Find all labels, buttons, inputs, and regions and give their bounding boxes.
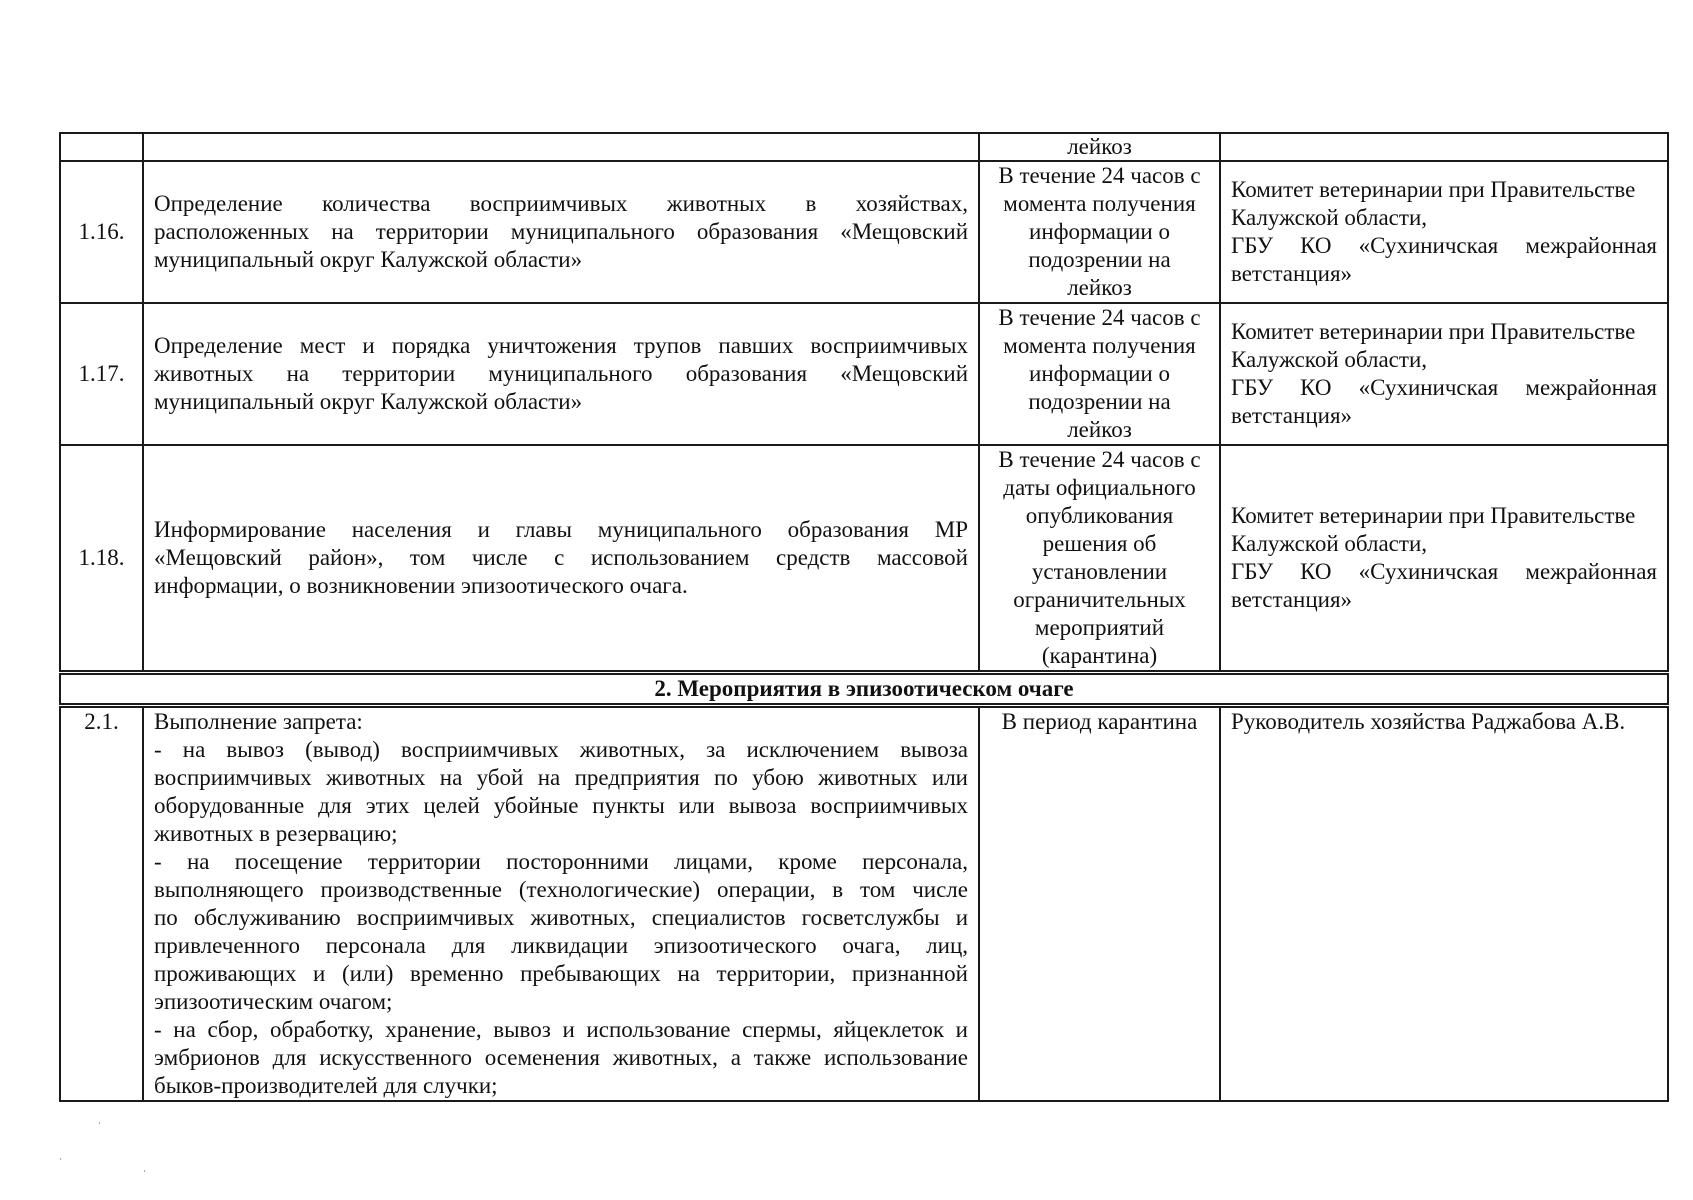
text-line: Выполнение запрета: bbox=[154, 709, 363, 734]
responsible-cell bbox=[1220, 161, 1668, 303]
scan-speck: ˙ bbox=[142, 1170, 147, 1181]
text-line: - на сбор, обработку, хранение, вывоз и использование спермы, яйцеклеток и bbox=[154, 1017, 968, 1042]
text-line: привлеченного персонала для ликвидации эпизоотического очага, лиц, bbox=[154, 933, 968, 958]
text-line: В течение 24 часов с bbox=[998, 163, 1201, 188]
table-row bbox=[60, 303, 1668, 445]
term-cell bbox=[979, 303, 1220, 445]
term-cell bbox=[979, 445, 1220, 673]
text-line: лейкоз bbox=[1067, 417, 1132, 442]
text-line: Калужской области, bbox=[1231, 531, 1428, 556]
action-cell bbox=[143, 133, 979, 161]
term-cell bbox=[979, 161, 1220, 303]
term-cell bbox=[979, 706, 1220, 1102]
scan-speck: ˙ bbox=[58, 1158, 63, 1169]
text-line: информации о bbox=[1029, 219, 1170, 244]
text-line: информации, о возникновении эпизоотического очага. bbox=[154, 573, 688, 598]
text-line: расположенных на территории муниципального образования «Мещовский bbox=[154, 219, 968, 244]
text-line: В период карантина bbox=[1001, 709, 1198, 734]
responsible-cell bbox=[1220, 133, 1668, 161]
text-line: информации о bbox=[1029, 361, 1170, 386]
text-line: ограничительных bbox=[1013, 587, 1186, 612]
text-line: выполняющего производственные (технологические) операции, в том числе bbox=[154, 877, 968, 902]
table-row-continuation bbox=[60, 133, 1668, 161]
scan-speck: ˙ bbox=[97, 1122, 102, 1133]
table-row bbox=[60, 161, 1668, 303]
action-cell bbox=[143, 445, 979, 673]
text-line: эмбрионов для искусственного осеменения животных, а также использование bbox=[154, 1045, 968, 1070]
action-cell bbox=[143, 706, 979, 1102]
text-line: животных на территории муниципального образования «Мещовский bbox=[154, 361, 968, 386]
text-line: ветстанция» bbox=[1231, 261, 1353, 286]
text-line: ГБУ КО «Сухиничская межрайонная bbox=[1231, 559, 1657, 584]
text-line: установлении bbox=[1031, 559, 1168, 584]
text-line: ГБУ КО «Сухиничская межрайонная bbox=[1231, 375, 1657, 400]
text-line: быков-производителей для случки; bbox=[154, 1073, 498, 1098]
text-line: Калужской области, bbox=[1231, 205, 1428, 230]
table-row bbox=[60, 706, 1668, 1102]
text-line: мероприятий bbox=[1034, 615, 1165, 640]
text-line: Комитет ветеринарии при Правительстве bbox=[1231, 319, 1636, 344]
term-cell: лейкоз bbox=[979, 133, 1220, 161]
text-line: В течение 24 часов с bbox=[998, 447, 1201, 472]
text-line: восприимчивых животных на убой на предприятия по убою животных или bbox=[154, 765, 968, 790]
text-line: по обслуживанию восприимчивых животных, специалистов госветслужбы и bbox=[154, 905, 968, 930]
text-line: подозрении на bbox=[1028, 247, 1171, 272]
action-cell bbox=[143, 303, 979, 445]
text-line: ГБУ КО «Сухиничская межрайонная bbox=[1231, 233, 1657, 258]
row-number-cell: 1.18. bbox=[60, 445, 143, 673]
text-line: опубликования bbox=[1025, 503, 1174, 528]
text-line: ветстанция» bbox=[1231, 403, 1353, 428]
text-line: Комитет ветеринарии при Правительстве bbox=[1231, 177, 1636, 202]
row-number-cell: 2.1. bbox=[60, 706, 143, 1102]
text-line: оборудованные для этих целей убойные пункты или вывоза восприимчивых bbox=[154, 793, 968, 818]
row-number-cell: 1.17. bbox=[60, 303, 143, 445]
row-number-cell: 1.16. bbox=[60, 161, 143, 303]
text-line: Комитет ветеринарии при Правительстве bbox=[1231, 503, 1636, 528]
text-line: - на посещение территории посторонними лицами, кроме персонала, bbox=[154, 849, 968, 874]
text-line: решения об bbox=[1042, 531, 1157, 556]
text-line: Определение количества восприимчивых животных в хозяйствах, bbox=[154, 191, 968, 216]
text-line: эпизоотическим очагом; bbox=[154, 989, 393, 1014]
text-line: момента получения bbox=[1003, 191, 1196, 216]
text-line: «Мещовский район», том числе с использованием средств массовой bbox=[154, 545, 968, 570]
responsible-cell bbox=[1220, 445, 1668, 673]
text-line: животных в резервацию; bbox=[154, 821, 398, 846]
text-line: - на вывоз (вывод) восприимчивых животных, за исключением вывоза bbox=[154, 737, 968, 762]
section-header-row bbox=[60, 673, 1668, 706]
text-line: Руководитель хозяйства Раджабова А.В. bbox=[1231, 709, 1626, 734]
text-line: В течение 24 часов с bbox=[998, 305, 1201, 330]
text-line: подозрении на bbox=[1028, 389, 1171, 414]
text-line: ветстанция» bbox=[1231, 587, 1353, 612]
text-line: даты официального bbox=[1003, 475, 1196, 500]
responsible-cell bbox=[1220, 706, 1668, 1102]
table-row bbox=[60, 445, 1668, 673]
text-line: лейкоз bbox=[1067, 275, 1132, 300]
row-number-cell bbox=[60, 133, 143, 161]
action-cell bbox=[143, 161, 979, 303]
text-line: Информирование населения и главы муниципального образования МР bbox=[154, 517, 968, 542]
text-line: момента получения bbox=[1003, 333, 1196, 358]
text-line: Калужской области, bbox=[1231, 347, 1428, 372]
text-line: муниципальный округ Калужской области» bbox=[154, 389, 583, 414]
responsible-cell bbox=[1220, 303, 1668, 445]
text-line: проживающих и (или) временно пребывающих на территории, признанной bbox=[154, 961, 968, 986]
text-line: муниципальный округ Калужской области» bbox=[154, 247, 583, 272]
section-title: 2. Мероприятия в эпизоотическом очаге bbox=[60, 673, 1668, 706]
text-line: Определение мест и порядка уничтожения трупов павших восприимчивых bbox=[154, 333, 968, 358]
measures-table bbox=[59, 132, 1669, 1102]
text-line: (карантина) bbox=[1041, 643, 1158, 668]
